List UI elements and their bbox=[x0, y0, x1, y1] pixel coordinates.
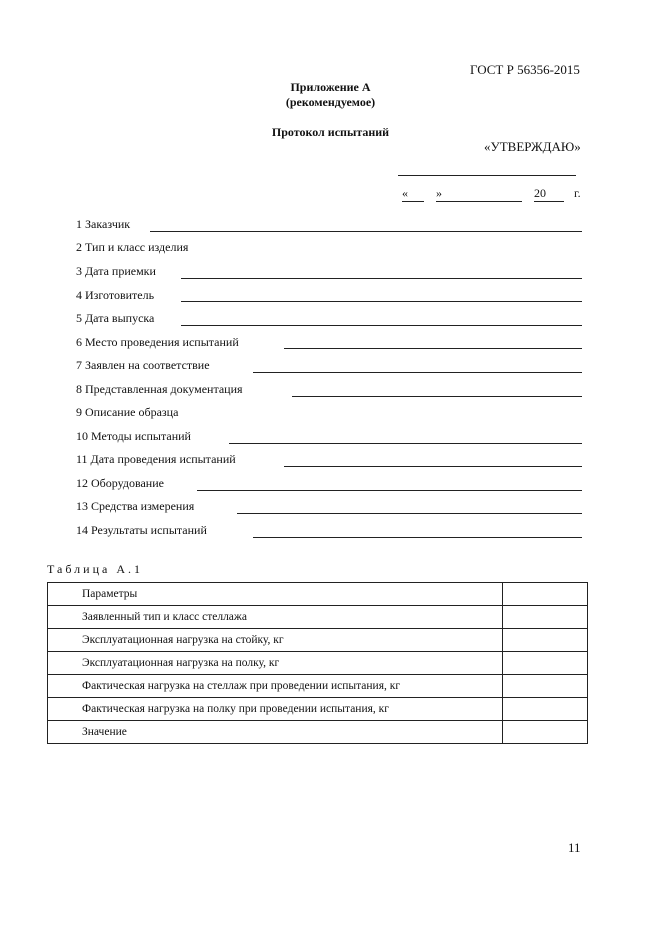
protocol-title: Протокол испытаний bbox=[271, 125, 390, 139]
approval-stamp: «УТВЕРЖДАЮ» bbox=[484, 139, 581, 154]
field-test-date-line bbox=[284, 466, 582, 467]
field-type-class-label: 2 Тип и класс изделия bbox=[76, 240, 189, 254]
field-acceptance-date-label: 3 Дата приемки bbox=[76, 264, 156, 278]
field-measuring-instruments-line bbox=[237, 513, 582, 514]
table-cell-value bbox=[503, 629, 588, 652]
appendix-subtitle: (рекомендуемое) bbox=[285, 95, 376, 109]
field-test-methods-line bbox=[229, 443, 582, 444]
table-cell-parameter: Параметры bbox=[48, 583, 503, 606]
table-cell-parameter: Фактическая нагрузка на стеллаж при проведении испытания, кг bbox=[48, 675, 503, 698]
date-year-suffix: г. bbox=[574, 186, 581, 200]
table-cell-value bbox=[503, 652, 588, 675]
field-equipment-line bbox=[197, 490, 582, 491]
field-sample-description-label: 9 Описание образца bbox=[76, 405, 179, 419]
field-test-methods-label: 10 Методы испытаний bbox=[76, 429, 191, 443]
date-open-quote: « bbox=[402, 186, 424, 202]
field-documentation-line bbox=[292, 396, 582, 397]
table-cell-value bbox=[503, 606, 588, 629]
table-cell-value bbox=[503, 698, 588, 721]
field-customer-label: 1 Заказчик bbox=[76, 217, 131, 231]
date-close-quote: » bbox=[436, 186, 522, 202]
field-manufacturer-label: 4 Изготовитель bbox=[76, 288, 155, 302]
table-cell-parameter: Значение bbox=[48, 721, 503, 744]
appendix-heading bbox=[0, 80, 661, 110]
table-cell-parameter: Эксплуатационная нагрузка на стойку, кг bbox=[48, 629, 503, 652]
table-row bbox=[48, 721, 588, 744]
table-cell-parameter: Эксплуатационная нагрузка на полку, кг bbox=[48, 652, 503, 675]
table-row bbox=[48, 606, 588, 629]
table-row bbox=[48, 652, 588, 675]
appendix-title: Приложение А bbox=[290, 80, 371, 94]
field-test-place-label: 6 Место проведения испытаний bbox=[76, 335, 239, 349]
field-conformity-line bbox=[253, 372, 582, 373]
table-row bbox=[48, 698, 588, 721]
table-cell-parameter: Фактическая нагрузка на полку при проведении испытания, кг bbox=[48, 698, 503, 721]
field-release-date-label: 5 Дата выпуска bbox=[76, 311, 155, 325]
date-year: 20 bbox=[534, 186, 564, 202]
field-manufacturer-line bbox=[181, 301, 582, 302]
table-cell-parameter: Заявленный тип и класс стеллажа bbox=[48, 606, 503, 629]
table-row bbox=[48, 583, 588, 606]
standard-code: ГОСТ Р 56356-2015 bbox=[470, 62, 580, 77]
field-test-place-line bbox=[284, 348, 582, 349]
field-measuring-instruments-label: 13 Средства измерения bbox=[76, 499, 195, 513]
field-test-results-line bbox=[253, 537, 582, 538]
field-test-results-label: 14 Результаты испытаний bbox=[76, 523, 207, 537]
field-equipment-label: 12 Оборудование bbox=[76, 476, 164, 490]
table-cell-value bbox=[503, 721, 588, 744]
table-cell-value bbox=[503, 583, 588, 606]
table-cell-value bbox=[503, 675, 588, 698]
parameters-table bbox=[47, 582, 588, 744]
field-test-date-label: 11 Дата проведения испытаний bbox=[76, 452, 236, 466]
field-acceptance-date-line bbox=[181, 278, 582, 279]
table-caption: Таблица А.1 bbox=[47, 562, 143, 576]
signature-line bbox=[398, 175, 576, 176]
table-row bbox=[48, 629, 588, 652]
field-documentation-label: 8 Представленная документация bbox=[76, 382, 243, 396]
field-release-date-line bbox=[181, 325, 582, 326]
table-row bbox=[48, 675, 588, 698]
field-customer-line bbox=[150, 231, 582, 232]
field-conformity-label: 7 Заявлен на соответствие bbox=[76, 358, 210, 372]
page-number: 11 bbox=[568, 840, 581, 855]
